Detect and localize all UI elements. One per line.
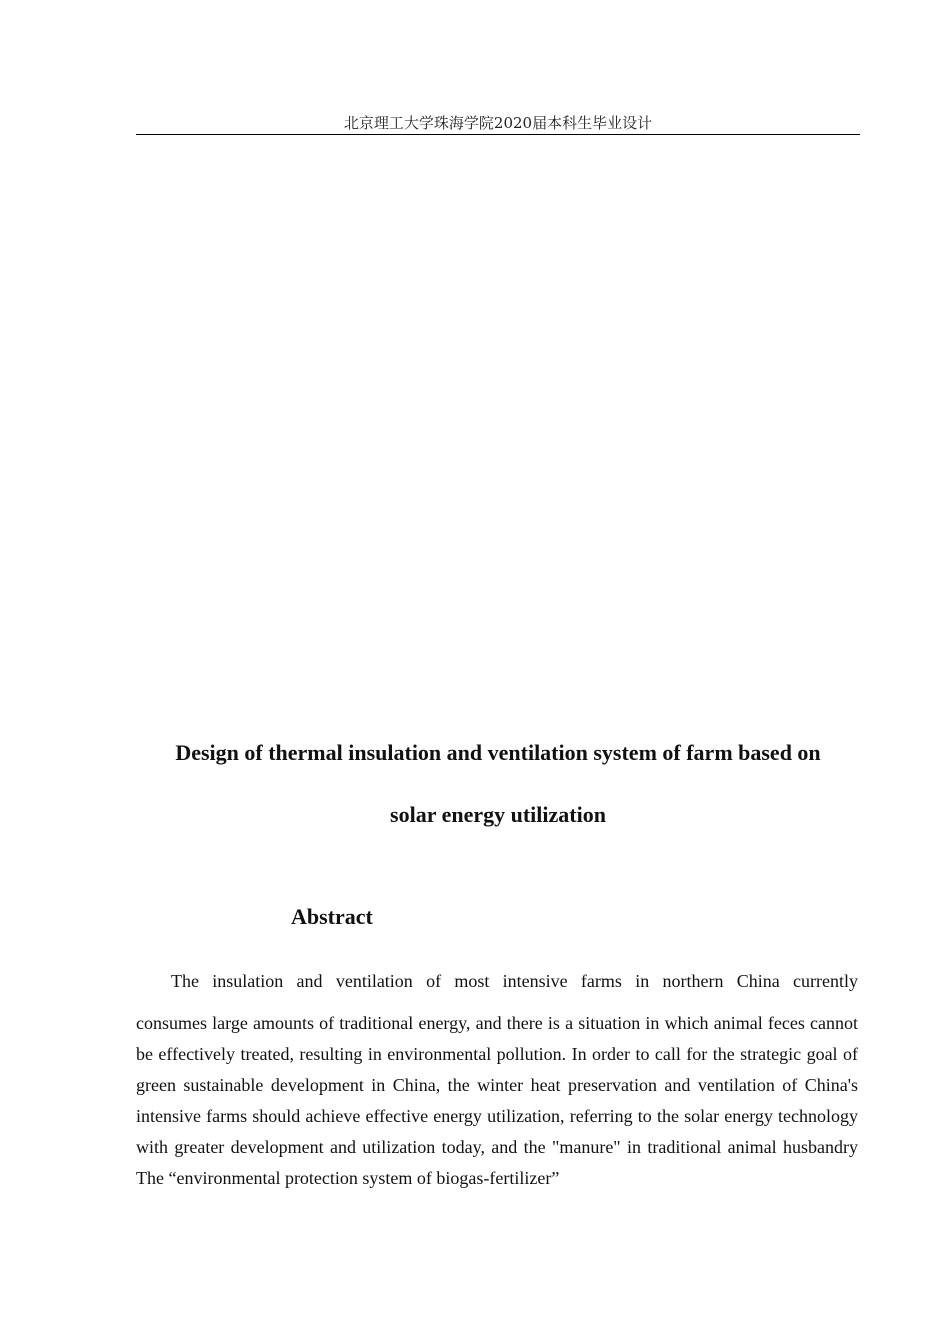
- abstract-body-text: consumes large amounts of traditional energy, and there is a situation in which animal feces cannot be effectively treated, resulting in environmental pollution. In order to call for the strategic goal of green sustainable development in China, the winter heat preservation and ventilation of China's intensive farms should achieve effective energy utilization, referring to the solar energy technology with greater development and utilization today, and the "manure" in traditional animal husbandry The “environmental protection system of biogas-fertilizer”: [136, 1013, 858, 1188]
- title-line-2: solar energy utilization: [390, 802, 606, 827]
- page-header: 北京理工大学珠海学院2020届本科生毕业设计: [343, 114, 653, 132]
- document-title: [136, 722, 860, 846]
- abstract-paragraph: [136, 966, 858, 1194]
- title-line-1: Design of thermal insulation and ventilation system of farm based on: [175, 740, 821, 765]
- header-rule: [136, 134, 860, 135]
- abstract-heading: Abstract: [291, 904, 373, 929]
- abstract-first-line: The insulation and ventilation of most intensive farms in northern China currently: [171, 971, 858, 991]
